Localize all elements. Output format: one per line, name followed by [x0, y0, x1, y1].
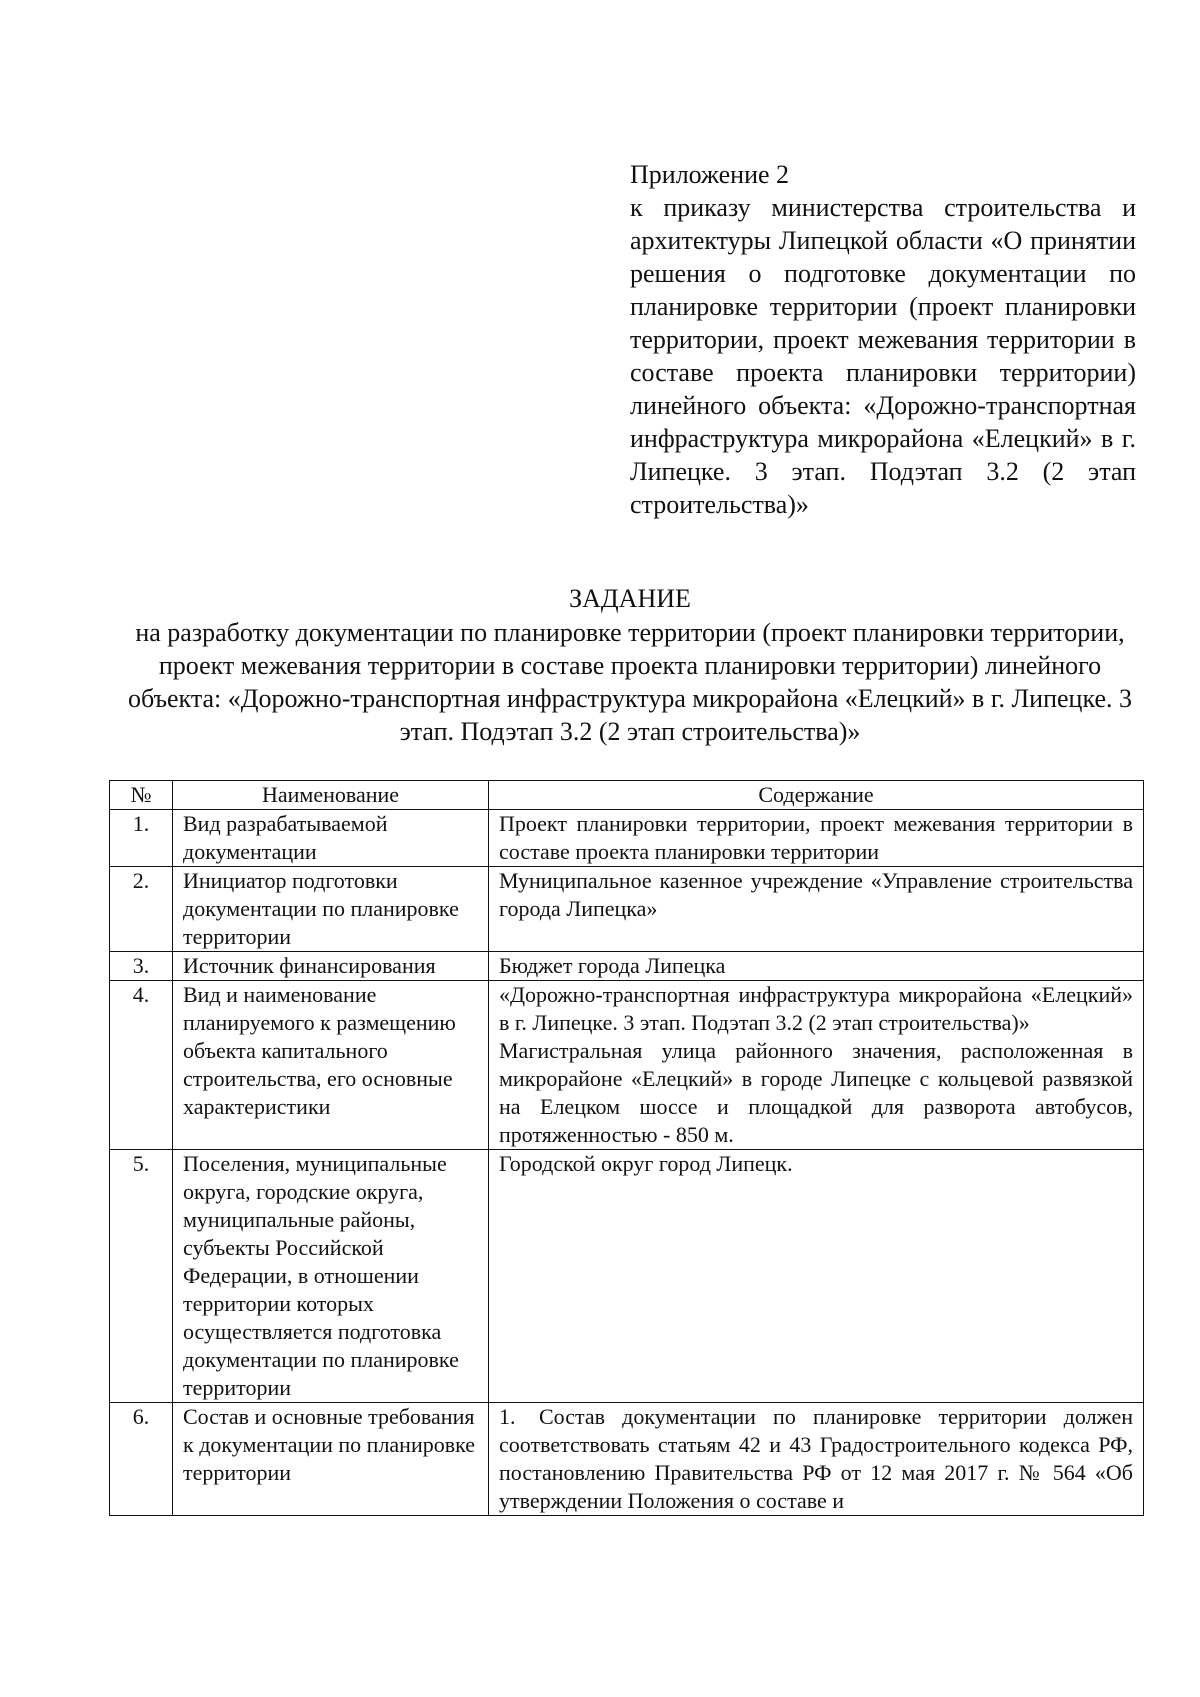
header-name: Наименование — [173, 781, 489, 810]
document-title: ЗАДАНИЕ — [569, 584, 691, 613]
row-content — [489, 981, 1144, 1150]
row-content-paragraph: Бюджет города Липецка — [499, 953, 726, 978]
row-content-text: Состав документации по планировке территории должен соответствовать статьям 42 и 43 Градостроительного кодекса РФ, постановлению Правительства РФ от 12 мая 2017 г. № 564 «Об утверждении Положения о составе и — [499, 1404, 1133, 1513]
row-name: Вид и наименование планируемого к размещению объекта капитального строительства, его основные характеристики — [173, 981, 489, 1150]
appendix-reference — [630, 158, 1136, 521]
task-table-wrapper — [109, 780, 1143, 1516]
table-row — [110, 810, 1144, 867]
row-content-paragraph: «Дорожно-транспортная инфраструктура микрорайона «Елецкий» в г. Липецке. 3 этап. Подэтап 3.2 (2 этап строительства)» — [499, 982, 1133, 1035]
row-num: 6. — [110, 1403, 173, 1516]
table-row — [110, 981, 1144, 1150]
row-content — [489, 1403, 1144, 1516]
table-row — [110, 867, 1144, 952]
row-content — [489, 867, 1144, 952]
row-content — [489, 1150, 1144, 1403]
row-content — [489, 810, 1144, 867]
table-row — [110, 1150, 1144, 1403]
document-subtitle: на разработку документации по планировке территории (проект планировки территории, проект межевания территории в составе проекта планировки территории) линейного объекта: «Дорожно-транспортная инфраструктура микрорайона «Елецкий» в г. Липецке. 3 этап. Подэтап 3.2 (2 этап строительства)» — [127, 618, 1132, 746]
row-name: Инициатор подготовки документации по планировке территории — [173, 867, 489, 952]
header-num: № — [110, 781, 173, 810]
row-name: Вид разрабатываемой документации — [173, 810, 489, 867]
task-table — [109, 780, 1144, 1516]
appendix-label: Приложение 2 — [630, 160, 790, 189]
table-header-row — [110, 781, 1144, 810]
row-content-paragraph: Проект планировки территории, проект межевания территории в составе проекта планировки территории — [499, 811, 1133, 864]
appendix-text: к приказу министерства строительства и архитектуры Липецкой области «О принятии решения о подготовке документации по планировке территории (проект планировки территории, проект межевания территории в составе проекта планировки территории) линейного объекта: «Дорожно-транспортная инфраструктура микрорайона «Елецкий» в г. Липецке. 3 этап. Подэтап 3.2 (2 этап строительства)» — [630, 193, 1136, 519]
row-name: Поселения, муниципальные округа, городские округа, муниципальные районы, субъекты Российской Федерации, в отношении территории которых осуществляется подготовка документации по планировке территории — [173, 1150, 489, 1403]
list-number: 1. — [499, 1404, 516, 1429]
row-num: 5. — [110, 1150, 173, 1403]
row-num: 3. — [110, 952, 173, 981]
header-content: Содержание — [489, 781, 1144, 810]
row-content — [489, 952, 1144, 981]
row-content-paragraph: Городской округ город Липецк. — [499, 1151, 793, 1176]
row-name: Источник финансирования — [173, 952, 489, 981]
row-content-paragraph: Магистральная улица районного значения, расположенная в микрорайоне «Елецкий» в городе Липецке с кольцевой развязкой на Елецком шоссе и площадкой для разворота автобусов, протяженностью - 850 м. — [499, 1038, 1133, 1147]
row-num: 1. — [110, 810, 173, 867]
row-name: Состав и основные требования к документации по планировке территории — [173, 1403, 489, 1516]
row-content-paragraph — [499, 1403, 1133, 1515]
table-row — [110, 1403, 1144, 1516]
row-num: 2. — [110, 867, 173, 952]
row-content-paragraph: Муниципальное казенное учреждение «Управление строительства города Липецка» — [499, 868, 1133, 921]
table-row — [110, 952, 1144, 981]
row-num: 4. — [110, 981, 173, 1150]
